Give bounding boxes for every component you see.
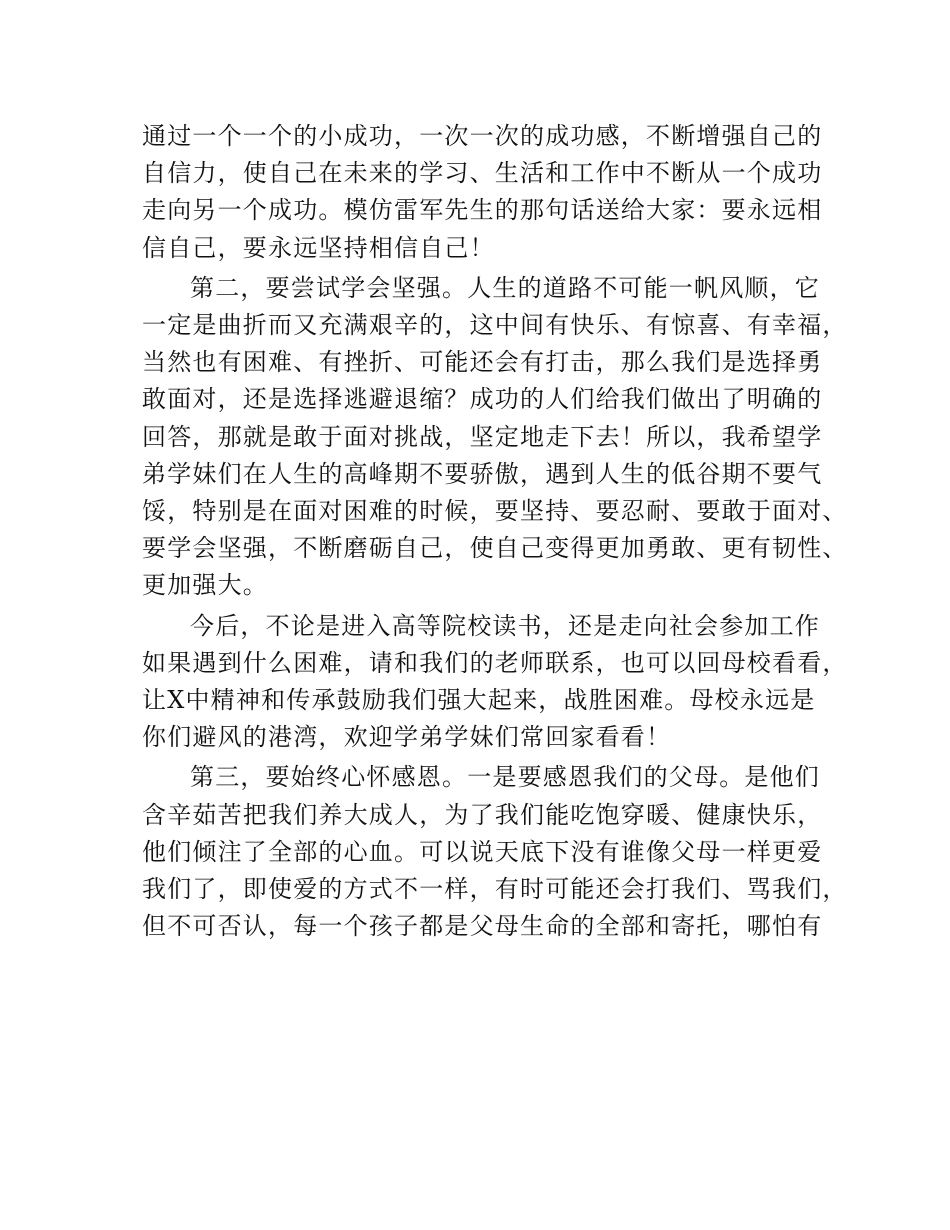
text-line: 走向另一个成功。模仿雷军先生的那句话送给大家：要永远相 [142, 196, 823, 225]
text-line: 馁，特别是在面对困难的时候，要坚持、要忍耐、要敢于面对、 [142, 497, 848, 526]
text-line: 第三，要始终心怀感恩。一是要感恩我们的父母。是他们 [190, 763, 820, 792]
text-line: 弟学妹们在人生的高峰期不要骄傲，遇到人生的低谷期不要气 [142, 459, 823, 488]
paragraph-2 [142, 270, 848, 605]
text-line: 通过一个一个的小成功，一次一次的成功感，不断增强自己的 [142, 122, 823, 150]
text-line: 要学会坚强，不断磨砺自己，使自己变得更加勇敢、更有韧性、 [142, 534, 848, 563]
text-line: 我们了，即使爱的方式不一样，有时可能还会打我们、骂我们， [142, 875, 848, 904]
text-line: 信自己，要永远坚持相信自己！ [142, 233, 495, 262]
text-line: 他们倾注了全部的心血。可以说天底下没有谁像父母一样更爱 [142, 837, 823, 866]
paragraph-1 [142, 118, 832, 267]
text-line: 含辛茹苦把我们养大成人，为了我们能吃饱穿暖、健康快乐， [142, 800, 823, 829]
document-body [142, 118, 848, 948]
text-line: 让X中精神和传承鼓励我们强大起来，战胜困难。母校永远是 [142, 686, 816, 715]
text-line: 回答，那就是敢于面对挑战，坚定地走下去！所以，我希望学 [142, 422, 823, 451]
text-line: 更加强大。 [142, 571, 268, 600]
paragraph-3 [142, 608, 848, 757]
text-line: 当然也有困难、有挫折、可能还会有打击，那么我们是选择勇 [142, 348, 823, 377]
text-line: 今后，不论是进入高等院校读书，还是走向社会参加工作 [190, 611, 820, 640]
text-line: 如果遇到什么困难，请和我们的老师联系，也可以回母校看看， [142, 648, 848, 677]
text-line: 但不可否认，每一个孩子都是父母生命的全部和寄托，哪怕有 [142, 912, 823, 941]
text-line: 第二，要尝试学会坚强。人生的道路不可能一帆风顺，它 [190, 273, 820, 302]
text-line: 你们避风的港湾，欢迎学弟学妹们常回家看看！ [142, 723, 672, 752]
text-line: 自信力，使自己在未来的学习、生活和工作中不断从一个成功 [142, 159, 823, 188]
text-line: 敢面对，还是选择逃避退缩？成功的人们给我们做出了明确的 [142, 385, 823, 414]
text-line: 一定是曲折而又充满艰辛的，这中间有快乐、有惊喜、有幸福， [142, 311, 848, 340]
paragraph-4 [142, 759, 848, 945]
